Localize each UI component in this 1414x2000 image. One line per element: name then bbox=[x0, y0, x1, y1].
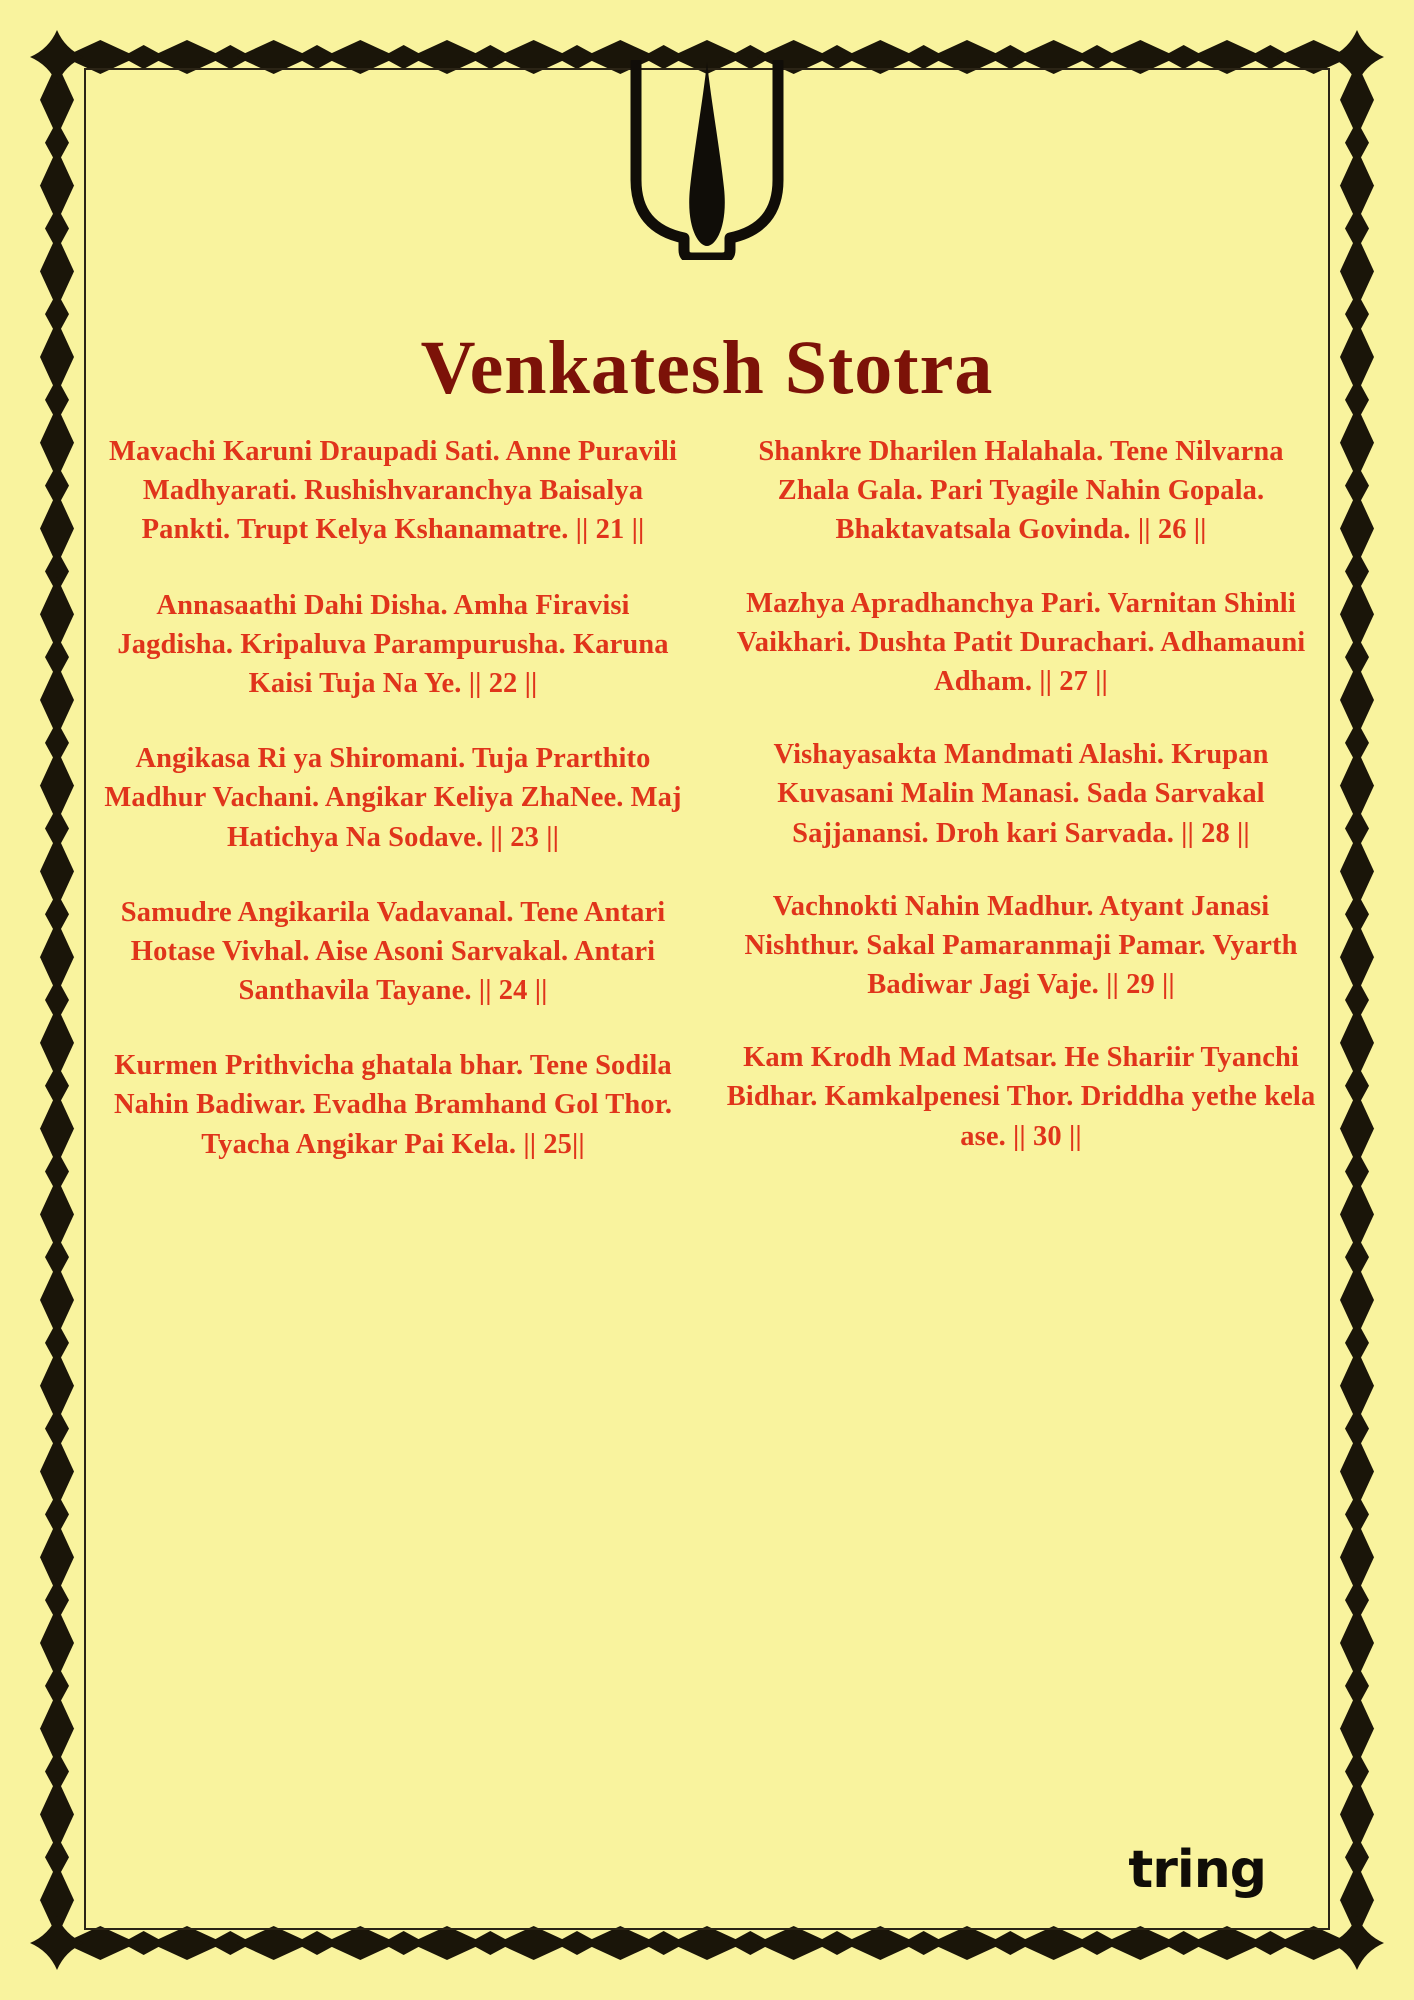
verse-column-left bbox=[96, 432, 690, 1200]
page-title: Venkatesh Stotra bbox=[420, 326, 994, 410]
verse-29: Vachnokti Nahin Madhur. Atyant Janasi Nishthur. Sakal Pamaranmaji Pamar. Vyarth Badiwar Jagi Vaje. || 29 || bbox=[744, 890, 1298, 1001]
verse-21: Mavachi Karuni Draupadi Sati. Anne Puravili Madhyarati. Rushishvaranchya Baisalya Pankti. Trupt Kelya Kshanamatre. || 21 || bbox=[108, 436, 678, 546]
verse-column-right bbox=[724, 432, 1318, 1200]
verse-25: Kurmen Prithvicha ghatala bhar. Tene Sodila Nahin Badiwar. Evadha Bramhand Gol Thor. Tyacha Angikar Pai Kela. || 25|| bbox=[113, 1050, 673, 1160]
verse-28: Vishayasakta Mandmati Alashi. Krupan Kuvasani Malin Manasi. Sada Sarvakal Sajjanansi. Droh kari Sarvada. || 28 || bbox=[773, 739, 1269, 849]
verse-columns bbox=[96, 432, 1318, 1200]
vaishnava-tilak-icon bbox=[622, 60, 792, 260]
verse-22: Annasaathi Dahi Disha. Amha Firavisi Jagdisha. Kripaluva Parampurusha. Karuna Kaisi Tuja Na Ye. || 22 || bbox=[117, 589, 669, 699]
tring-brand-logo: tring bbox=[1128, 1840, 1266, 1900]
verse-27: Mazhya Apradhanchya Pari. Varnitan Shinli Vaikhari. Dushta Patit Durachari. Adhamauni Adham. || 27 || bbox=[736, 587, 1306, 697]
verse-23: Angikasa Ri ya Shiromani. Tuja Prarthito Madhur Vachani. Angikar Keliya ZhaNee. Maj Hatichya Na Sodave. || 23 || bbox=[104, 743, 682, 853]
verse-26: Shankre Dharilen Halahala. Tene Nilvarna Zhala Gala. Pari Tyagile Nahin Gopala. Bhaktavatsala Govinda. || 26 || bbox=[758, 436, 1284, 546]
verse-30: Kam Krodh Mad Matsar. He Shariir Tyanchi Bidhar. Kamkalpenesi Thor. Driddha yethe kela ase. || 30 || bbox=[726, 1042, 1316, 1152]
verse-24: Samudre Angikarila Vadavanal. Tene Antari Hotase Vivhal. Aise Asoni Sarvakal. Antari Santhavila Tayane. || 24 || bbox=[120, 896, 666, 1007]
